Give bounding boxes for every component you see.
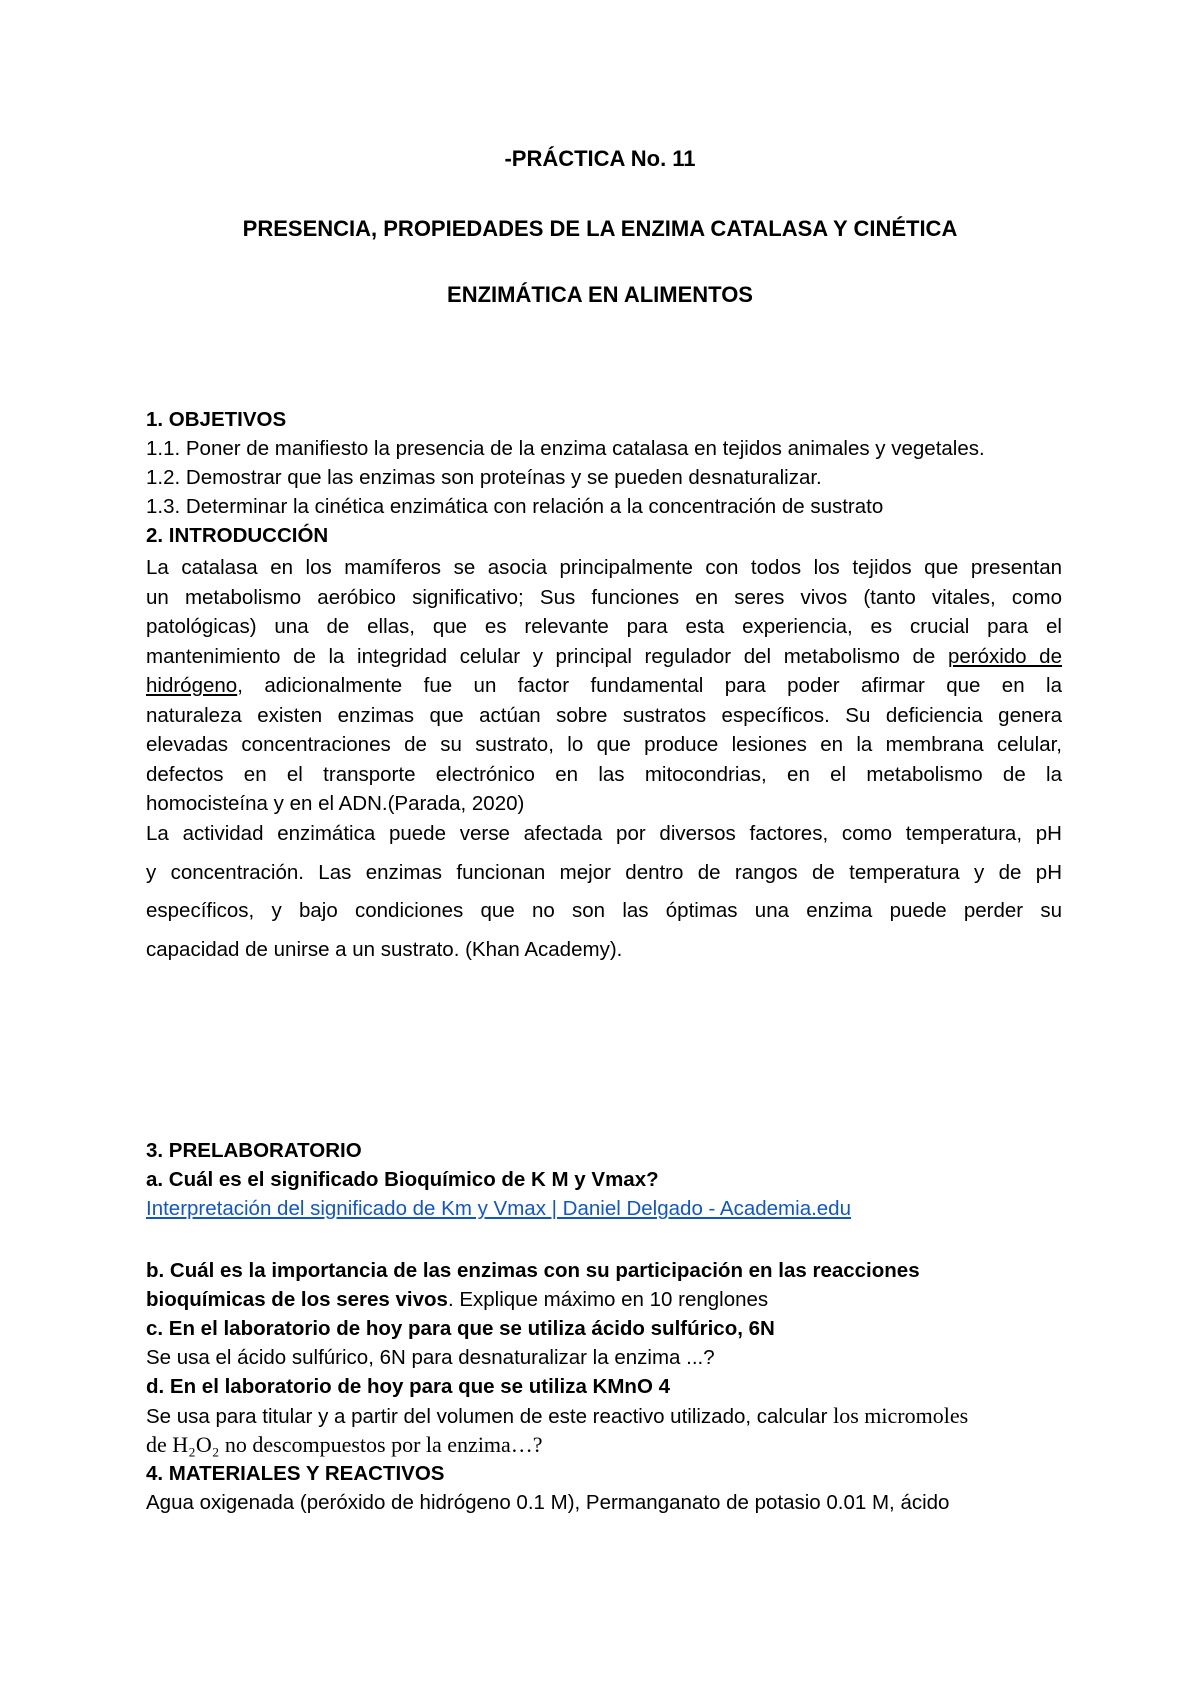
- paragraph-line: y concentración. Las enzimas funcionan mejor dentro de rangos de temperatura y de pH: [146, 860, 1062, 884]
- answer-d-line-1: [146, 1401, 1062, 1430]
- paragraph-line: homocisteína y en el ADN.(Parada, 2020): [146, 792, 525, 815]
- academia-reference-link[interactable]: Interpretación del significado de Km y Vmax | Daniel Delgado - Academia.edu: [146, 1197, 851, 1220]
- paragraph-line: un metabolismo aeróbico significativo; Sus funciones en seres vivos (tanto vitales, como: [146, 585, 1062, 609]
- paragraph-line: elevadas concentraciones de su sustrato, lo que produce lesiones en la membrana celular,: [146, 733, 1062, 756]
- question-b: b. Cuál es la importancia de las enzimas con su participación en las reacciones: [146, 1259, 920, 1282]
- question-a: a. Cuál es el significado Bioquímico de K M y Vmax?: [146, 1168, 659, 1191]
- prelab-questions: [146, 1256, 1062, 1517]
- paragraph-line: capacidad de unirse a un sustrato. (Khan Academy).: [146, 937, 623, 961]
- introduction-paragraph-1: [146, 553, 1062, 819]
- paragraph-line: naturaleza existen enzimas que actúan sobre sustratos específicos. Su deficiencia genera: [146, 703, 1062, 727]
- objective-item: 1.2. Demostrar que las enzimas son proteínas y se pueden desnaturalizar.: [146, 466, 822, 489]
- materials-line: Agua oxigenada (peróxido de hidrógeno 0.1 M), Permanganato de potasio 0.01 M, ácido: [146, 1491, 950, 1514]
- prelab-section: [146, 1136, 1062, 1223]
- paragraph-line: [146, 642, 1062, 672]
- answer-d-line-2: de H₂O₂ no descompuestos por la enzima…?: [146, 1432, 543, 1457]
- answer-c: Se usa el ácido sulfúrico, 6N para desnaturalizar la enzima ...?: [146, 1346, 715, 1369]
- question-b-line-2: [146, 1285, 1062, 1314]
- introduction-paragraph-2: [146, 815, 1062, 969]
- paragraph-line: específicos, y bajo condiciones que no son las óptimas una enzima puede perder su: [146, 899, 1062, 922]
- question-b-instruction: . Explique máximo en 10 renglones: [447, 1288, 769, 1311]
- paragraph-line: La catalasa en los mamíferos se asocia principalmente con todos los tejidos que presentan: [146, 556, 1062, 579]
- answer-d-text: Se usa para titular y a partir del volumen de este reactivo utilizado, calcular: [146, 1405, 834, 1428]
- objective-item: 1.3. Determinar la cinética enzimática con relación a la concentración de sustrato: [146, 495, 884, 518]
- underlined-term: peróxido de: [947, 644, 1062, 668]
- underlined-term: hidrógeno: [146, 674, 238, 697]
- practice-number: -PRÁCTICA No. 11: [504, 146, 696, 171]
- introduction-heading: 2. INTRODUCCIÓN: [146, 524, 329, 547]
- paragraph-text: , adicionalmente fue un factor fundamental para poder afirmar que en la: [237, 674, 1062, 697]
- document-title-line-2: ENZIMÁTICA EN ALIMENTOS: [447, 282, 753, 307]
- reference-link-line: [146, 1194, 1062, 1223]
- answer-d-serif-text: los micromoles: [833, 1403, 969, 1428]
- paragraph-line: patológicas) una de ellas, que es relevante para esta experiencia, es crucial para el: [146, 615, 1062, 638]
- prelab-heading: 3. PRELABORATORIO: [146, 1139, 362, 1162]
- question-c: c. En el laboratorio de hoy para que se utiliza ácido sulfúrico, 6N: [146, 1317, 775, 1340]
- paragraph-line: [146, 671, 1062, 701]
- question-b-bold: bioquímicas de los seres vivos: [146, 1288, 448, 1311]
- materials-heading: 4. MATERIALES Y REACTIVOS: [146, 1462, 445, 1485]
- objectives-section: [146, 405, 1062, 550]
- document-title-line-1: PRESENCIA, PROPIEDADES DE LA ENZIMA CATALASA Y CINÉTICA: [242, 216, 958, 241]
- paragraph-line: La actividad enzimática puede verse afectada por diversos factores, como temperatura, pH: [146, 822, 1062, 845]
- objectives-heading: 1. OBJETIVOS: [146, 408, 287, 431]
- paragraph-line: defectos en el transporte electrónico en las mitocondrias, en el metabolismo de la: [146, 762, 1062, 786]
- objective-item: 1.1. Poner de manifiesto la presencia de la enzima catalasa en tejidos animales y vegetales.: [146, 437, 985, 460]
- paragraph-text: mantenimiento de la integridad celular y principal regulador del metabolismo de: [146, 644, 948, 668]
- question-d: d. En el laboratorio de hoy para que se utiliza KMnO 4: [146, 1375, 670, 1398]
